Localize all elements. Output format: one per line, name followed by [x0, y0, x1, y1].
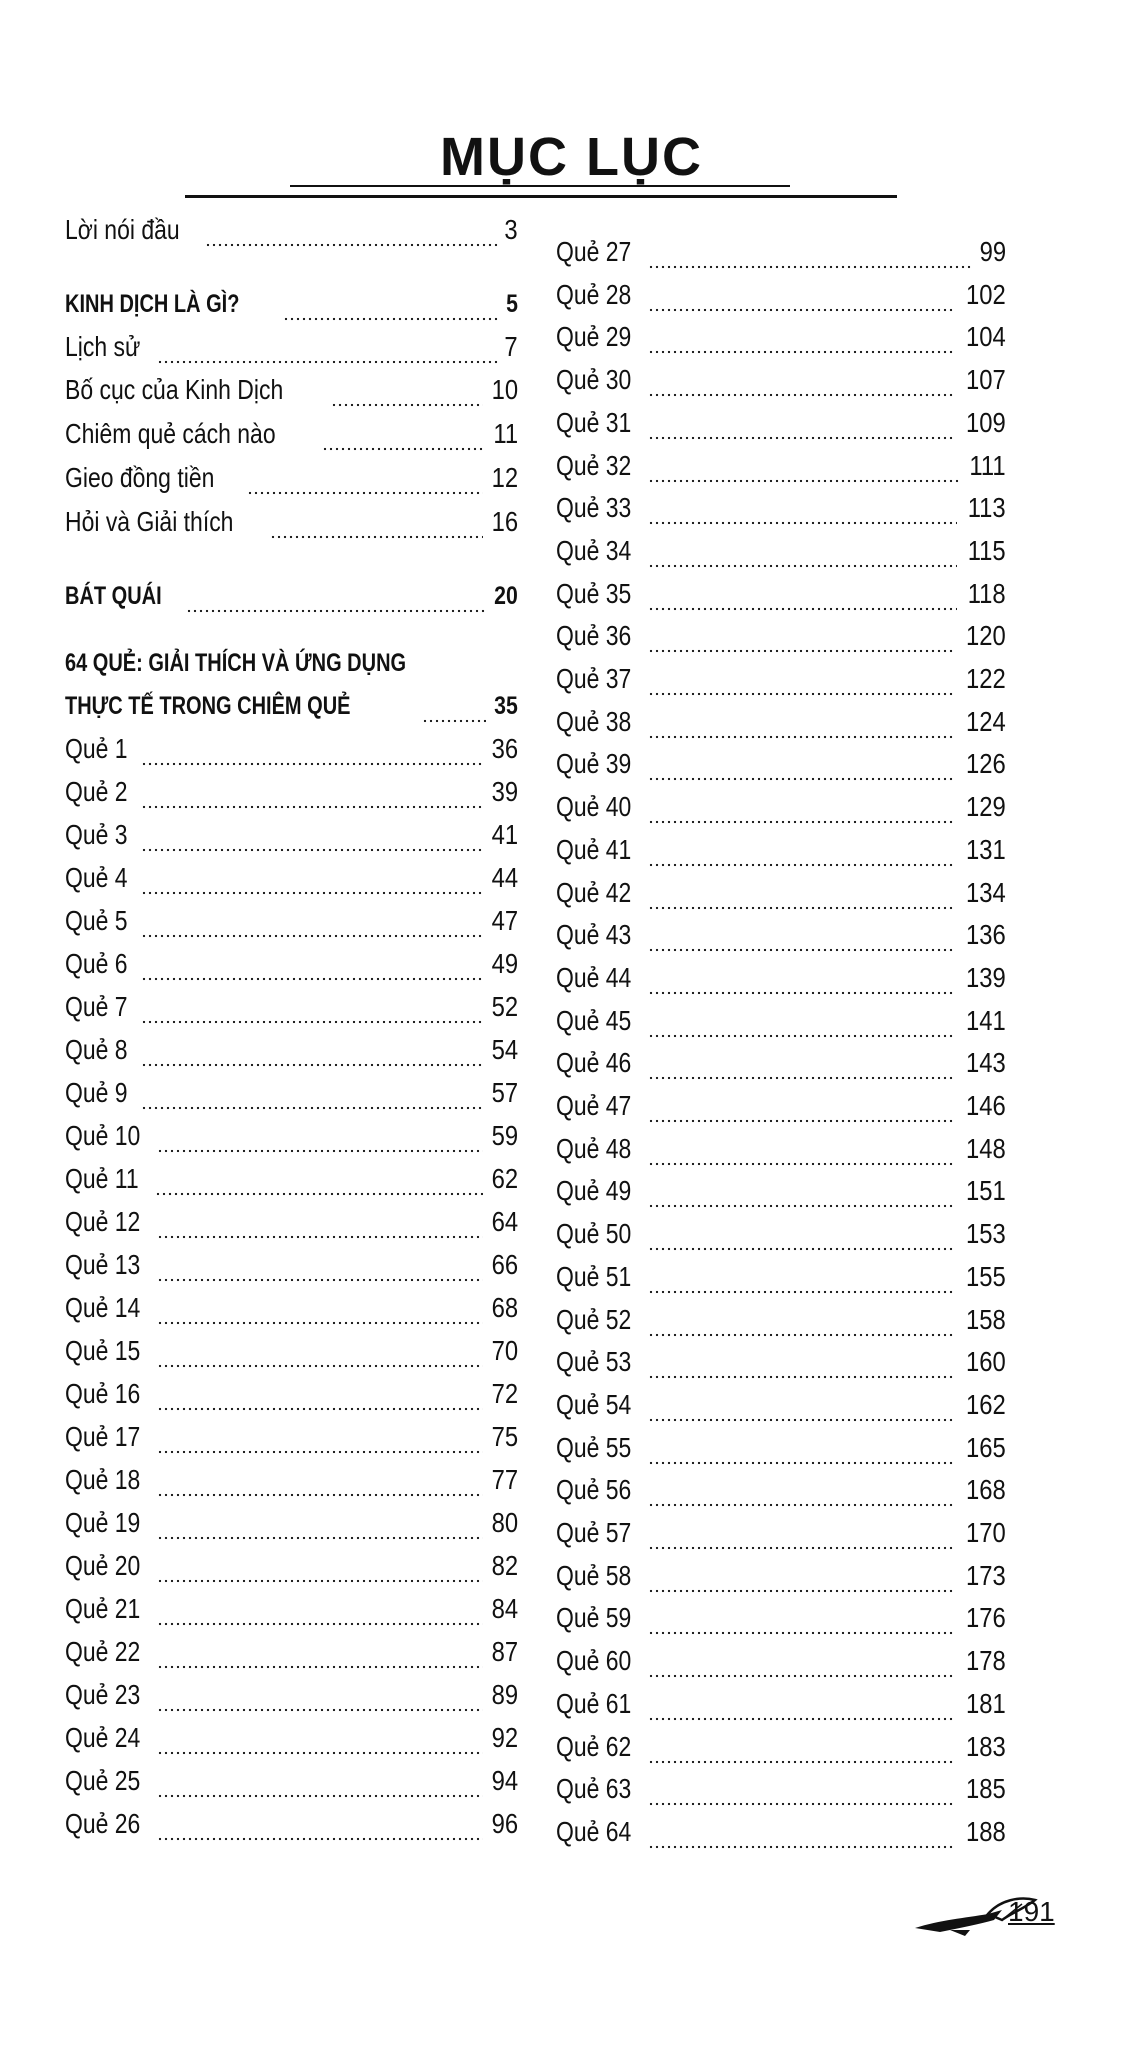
- toc-entry-page: 185: [966, 1773, 1006, 1805]
- toc-entry-page: 134: [966, 876, 1006, 908]
- toc-entry-page: 131: [966, 833, 1006, 865]
- toc-entry: [556, 1302, 1006, 1338]
- toc-entry: [65, 1118, 518, 1154]
- toc-entry-label: Quẻ 8: [65, 1034, 128, 1065]
- toc-entry-page: 111: [969, 449, 1006, 481]
- toc-entry-label: Quẻ 41: [556, 833, 632, 865]
- toc-entry-label: Quẻ 3: [65, 819, 128, 850]
- toc-entry-label: Quẻ 47: [556, 1090, 632, 1121]
- dot-leader: [157, 1400, 483, 1412]
- dot-leader: [648, 1710, 955, 1722]
- toc-entry-label: Quẻ 61: [556, 1687, 632, 1719]
- toc-entry: [556, 576, 1006, 612]
- dot-leader: [155, 1185, 483, 1197]
- dot-leader: [141, 1013, 483, 1025]
- toc-entry: [65, 212, 518, 248]
- toc-entry: [65, 1204, 518, 1240]
- toc-entry-page: 39: [491, 776, 518, 807]
- dot-leader: [648, 343, 955, 355]
- toc-entry-label: Quẻ 40: [556, 791, 632, 823]
- toc-entry-label: Quẻ 58: [556, 1559, 632, 1591]
- dot-leader: [648, 386, 955, 398]
- toc-entry-page: 148: [966, 1132, 1006, 1164]
- toc-entry-page: 122: [966, 663, 1006, 694]
- toc-entry-label: Quẻ 42: [556, 876, 632, 908]
- toc-entry-page: 75: [491, 1421, 518, 1452]
- toc-entry-page: 165: [966, 1431, 1006, 1463]
- dot-leader: [141, 884, 483, 896]
- toc-entry-page: 176: [966, 1602, 1006, 1634]
- toc-entry: [556, 1344, 1006, 1380]
- toc-entry-label: Quẻ 50: [556, 1218, 632, 1250]
- dot-leader: [648, 1667, 955, 1679]
- dot-leader: [157, 1529, 483, 1541]
- dot-leader: [648, 1283, 955, 1295]
- toc-entry: [65, 578, 518, 614]
- toc-entry-label: Lịch sử: [65, 331, 141, 362]
- toc-entry: [556, 277, 1006, 313]
- toc-entry-label: Quẻ 55: [556, 1431, 632, 1463]
- dot-leader: [648, 600, 958, 612]
- dot-leader: [157, 1572, 483, 1584]
- toc-entry-label: Quẻ 53: [556, 1346, 632, 1378]
- dot-leader: [205, 236, 499, 248]
- toc-entry-label: Quẻ 20: [65, 1550, 141, 1581]
- dot-leader: [648, 472, 960, 484]
- dot-leader: [648, 1496, 955, 1508]
- toc-entry-label: Quẻ 15: [65, 1335, 141, 1366]
- toc-entry: [65, 1247, 518, 1283]
- dot-leader: [648, 1027, 955, 1039]
- toc-entry: [556, 1771, 1006, 1807]
- toc-entry: [556, 618, 1006, 654]
- toc-entry: [556, 1259, 1006, 1295]
- dot-leader: [648, 258, 971, 270]
- toc-entry-page: 49: [491, 948, 518, 979]
- dot-leader: [648, 1624, 955, 1636]
- toc-entry-page: 136: [966, 919, 1006, 951]
- toc-entry: [556, 448, 1006, 484]
- toc-entry-page: 70: [491, 1335, 518, 1366]
- toc-entry: [65, 1290, 518, 1326]
- toc-entry-label: Quẻ 62: [556, 1730, 632, 1762]
- dot-leader: [648, 1368, 955, 1380]
- dot-leader: [648, 1753, 955, 1765]
- toc-entry-page: 54: [491, 1034, 518, 1065]
- toc-entry-page: 141: [966, 1004, 1006, 1036]
- toc-entry-page: 188: [966, 1815, 1006, 1847]
- dot-leader: [648, 514, 958, 526]
- toc-entry-page: 3: [504, 214, 518, 245]
- dot-leader: [157, 1787, 483, 1799]
- toc-entry: [65, 860, 518, 896]
- toc-entry-page: 47: [491, 905, 518, 936]
- toc-entry: [556, 1686, 1006, 1722]
- toc-entry-label: Lời nói đầu: [65, 214, 180, 245]
- toc-entry-page: 158: [966, 1303, 1006, 1335]
- toc-entry-label: Quẻ 16: [65, 1378, 141, 1409]
- dot-leader: [157, 1830, 483, 1842]
- toc-entry-page: 52: [491, 991, 518, 1022]
- toc-entry-label: Quẻ 56: [556, 1474, 632, 1506]
- toc-entry-label: BÁT QUÁI: [65, 582, 162, 610]
- toc-entry-page: 115: [968, 534, 1006, 566]
- dot-leader: [157, 1357, 483, 1369]
- toc-entry: [556, 1600, 1006, 1636]
- toc-entry-label: Quẻ 30: [556, 364, 632, 396]
- toc-entry: [65, 1075, 518, 1111]
- toc-entry: [65, 1419, 518, 1455]
- toc-entry: [556, 1003, 1006, 1039]
- toc-entry-label: Quẻ 18: [65, 1464, 141, 1495]
- toc-entry-page: 170: [966, 1517, 1006, 1548]
- toc-entry-label: Quẻ 25: [65, 1765, 141, 1796]
- dot-leader: [648, 984, 955, 996]
- toc-entry-page: 80: [491, 1507, 518, 1538]
- dot-leader: [648, 1795, 955, 1807]
- toc-entry-page: 10: [491, 374, 518, 405]
- toc-entry-page: 155: [966, 1260, 1006, 1292]
- dot-leader: [648, 1454, 955, 1466]
- toc-entry-label: Quẻ 27: [556, 236, 632, 267]
- toc-entry: [556, 1729, 1006, 1765]
- toc-entry-page: 126: [966, 748, 1006, 780]
- toc-entry-page: 92: [491, 1722, 518, 1753]
- dot-leader: [422, 712, 486, 724]
- toc-entry: [65, 645, 518, 681]
- toc-entry-label: Quẻ 52: [556, 1303, 632, 1335]
- dot-leader: [270, 528, 482, 540]
- toc-entry-label: Bố cục của Kinh Dịch: [65, 374, 284, 405]
- toc-entry-page: 82: [491, 1550, 518, 1581]
- toc-entry-page: 72: [491, 1378, 518, 1409]
- toc-entry-page: 124: [966, 705, 1006, 737]
- toc-entry-page: 146: [966, 1090, 1006, 1121]
- toc-entry-page: 99: [979, 236, 1006, 267]
- dot-leader: [648, 728, 955, 740]
- toc-entry-label: Quẻ 26: [65, 1808, 141, 1839]
- toc-entry: [65, 1032, 518, 1068]
- toc-entry-label: KINH DỊCH LÀ GÌ?: [65, 290, 240, 318]
- toc-entry-label: Quẻ 57: [556, 1517, 632, 1548]
- toc-entry-page: 77: [491, 1464, 518, 1495]
- toc-entry: [556, 1045, 1006, 1081]
- toc-entry-page: 94: [491, 1765, 518, 1796]
- toc-entry-label: Quẻ 36: [556, 620, 632, 652]
- toc-entry: [65, 1806, 518, 1842]
- toc-entry: [65, 1763, 518, 1799]
- toc-entry-label: Quẻ 4: [65, 862, 128, 893]
- toc-entry-label: 64 QUẺ: GIẢI THÍCH VÀ ỨNG DỤNG: [65, 649, 407, 677]
- toc-entry-label: Quẻ 43: [556, 919, 632, 951]
- toc-entry: [556, 234, 1006, 270]
- toc-entry-page: 129: [966, 791, 1006, 823]
- toc-entry: [556, 362, 1006, 398]
- toc-entry: [65, 1548, 518, 1584]
- toc-entry-label: Quẻ 7: [65, 991, 128, 1022]
- toc-entry-label: Quẻ 2: [65, 776, 128, 807]
- dot-leader: [648, 557, 958, 569]
- toc-entry: [65, 1376, 518, 1412]
- toc-entry: [556, 789, 1006, 825]
- toc-entry-label: Quẻ 39: [556, 748, 632, 780]
- toc-entry-page: 5: [506, 290, 518, 318]
- dot-leader: [648, 685, 955, 697]
- toc-entry: [65, 504, 518, 540]
- dot-leader: [648, 941, 955, 953]
- toc-entry: [65, 946, 518, 982]
- toc-entry: [65, 460, 518, 496]
- toc-entry: [65, 1634, 518, 1670]
- toc-entry-label: Quẻ 54: [556, 1388, 632, 1420]
- toc-entry-label: Quẻ 35: [556, 577, 632, 609]
- toc-entry-page: 183: [966, 1730, 1006, 1762]
- dot-leader: [141, 927, 483, 939]
- dot-leader: [648, 1411, 955, 1423]
- toc-entry-page: 162: [966, 1388, 1006, 1420]
- dot-leader: [157, 1314, 483, 1326]
- toc-entry-label: Quẻ 44: [556, 961, 632, 993]
- toc-entry: [556, 661, 1006, 697]
- toc-entry: [556, 832, 1006, 868]
- toc-entry-label: Quẻ 31: [556, 406, 632, 438]
- toc-entry-page: 178: [966, 1645, 1006, 1677]
- toc-entry-page: 35: [494, 692, 518, 720]
- toc-entry-page: 84: [491, 1593, 518, 1624]
- toc-entry: [556, 1515, 1006, 1551]
- toc-entry-label: Quẻ 48: [556, 1132, 632, 1164]
- toc-entry-page: 64: [491, 1206, 518, 1237]
- toc-entry-label: Quẻ 34: [556, 534, 632, 566]
- toc-entry: [65, 1462, 518, 1498]
- dot-leader: [648, 301, 955, 313]
- toc-entry: [556, 1216, 1006, 1252]
- toc-entry-page: 87: [491, 1636, 518, 1667]
- toc-entry: [556, 875, 1006, 911]
- toc-entry-label: Quẻ 24: [65, 1722, 141, 1753]
- dot-leader: [648, 642, 955, 654]
- toc-entry-page: 173: [966, 1559, 1006, 1591]
- title-rule-long: [185, 195, 897, 198]
- dot-leader: [141, 970, 483, 982]
- toc-entry-label: Quẻ 6: [65, 948, 128, 979]
- page-title: MỤC LỤC: [440, 127, 703, 187]
- toc-entry: [556, 1643, 1006, 1679]
- toc-entry-label: Quẻ 32: [556, 449, 632, 481]
- toc-entry-label: Quẻ 12: [65, 1206, 141, 1237]
- toc-entry: [556, 533, 1006, 569]
- toc-entry-page: 107: [966, 364, 1006, 396]
- toc-entry-label: Quẻ 59: [556, 1602, 632, 1634]
- dot-leader: [157, 1744, 483, 1756]
- toc-entry-label: Quẻ 23: [65, 1679, 141, 1710]
- toc-entry-page: 57: [491, 1077, 518, 1108]
- dot-leader: [157, 1228, 483, 1240]
- toc-entry-label: Gieo đồng tiền: [65, 462, 215, 493]
- toc-entry-label: Quẻ 10: [65, 1120, 141, 1151]
- toc-entry-page: 16: [491, 506, 518, 537]
- toc-entry-label: Hỏi và Giải thích: [65, 506, 234, 537]
- dot-leader: [648, 899, 955, 911]
- toc-entry-page: 113: [968, 492, 1006, 524]
- dot-leader: [141, 1056, 483, 1068]
- toc-entry-page: 151: [966, 1175, 1006, 1207]
- toc-entry-label: Quẻ 22: [65, 1636, 141, 1667]
- dot-leader: [648, 1240, 955, 1252]
- toc-entry-page: 104: [966, 321, 1006, 353]
- toc-entry-label: Quẻ 49: [556, 1175, 632, 1207]
- toc-entry: [556, 1558, 1006, 1594]
- toc-entry: [556, 960, 1006, 996]
- toc-entry-label: THỰC TẾ TRONG CHIÊM QUẺ: [65, 692, 351, 720]
- toc-entry: [556, 1387, 1006, 1423]
- dot-leader: [283, 310, 500, 322]
- dot-leader: [157, 1701, 483, 1713]
- toc-entry: [556, 1472, 1006, 1508]
- dot-leader: [648, 856, 955, 868]
- toc-entry: [556, 1088, 1006, 1124]
- toc-entry: [65, 774, 518, 810]
- toc-entry-label: Quẻ 46: [556, 1047, 632, 1079]
- toc-entry: [556, 319, 1006, 355]
- toc-entry: [556, 405, 1006, 441]
- toc-entry-label: Chiêm quẻ cách nào: [65, 418, 276, 449]
- toc-entry-label: Quẻ 1: [65, 733, 128, 764]
- toc-entry-label: Quẻ 9: [65, 1077, 128, 1108]
- toc-entry: [65, 286, 518, 322]
- toc-entry: [65, 1720, 518, 1756]
- dot-leader: [648, 1069, 955, 1081]
- toc-entry-page: 59: [491, 1120, 518, 1151]
- dot-leader: [186, 602, 486, 614]
- toc-entry-page: 89: [491, 1679, 518, 1710]
- toc-entry-page: 168: [966, 1474, 1006, 1506]
- toc-entry-page: 109: [966, 406, 1006, 438]
- dot-leader: [648, 1197, 955, 1209]
- dot-leader: [648, 813, 955, 825]
- toc-entry-label: Quẻ 17: [65, 1421, 141, 1452]
- toc-entry-page: 153: [966, 1218, 1006, 1250]
- dot-leader: [141, 841, 483, 853]
- toc-entry-page: 12: [491, 462, 518, 493]
- toc-entry-label: Quẻ 14: [65, 1292, 141, 1323]
- toc-entry-label: Quẻ 29: [556, 321, 632, 353]
- toc-entry-page: 44: [491, 862, 518, 893]
- toc-entry-label: Quẻ 37: [556, 663, 632, 694]
- dot-leader: [157, 1443, 483, 1455]
- toc-entry-page: 160: [966, 1346, 1006, 1378]
- toc-entry-label: Quẻ 60: [556, 1645, 632, 1677]
- toc-entry: [556, 1814, 1006, 1850]
- page-number: 191: [1008, 1896, 1055, 1927]
- toc-entry-page: 62: [491, 1163, 518, 1194]
- toc-entry: [65, 1591, 518, 1627]
- toc-entry-label: Quẻ 45: [556, 1004, 632, 1036]
- toc-entry: [65, 1161, 518, 1197]
- dot-leader: [157, 1486, 483, 1498]
- toc-entry-label: Quẻ 63: [556, 1773, 632, 1805]
- dot-leader: [322, 440, 485, 452]
- toc-entry-page: 11: [493, 418, 518, 449]
- toc-entry-label: Quẻ 19: [65, 1507, 141, 1538]
- dot-leader: [157, 1658, 483, 1670]
- toc-entry-label: Quẻ 33: [556, 492, 632, 524]
- toc-entry-page: 118: [968, 577, 1006, 609]
- toc-entry: [65, 817, 518, 853]
- toc-entry-page: 68: [491, 1292, 518, 1323]
- toc-entry: [65, 731, 518, 767]
- dot-leader: [648, 1155, 955, 1167]
- toc-entry: [556, 746, 1006, 782]
- toc-entry: [556, 1430, 1006, 1466]
- dot-leader: [648, 770, 955, 782]
- toc-entry: [65, 329, 518, 365]
- toc-entry: [556, 917, 1006, 953]
- toc-entry-label: Quẻ 5: [65, 905, 128, 936]
- toc-entry-page: 120: [966, 620, 1006, 652]
- toc-entry-label: Quẻ 28: [556, 278, 632, 310]
- toc-entry-page: 139: [966, 961, 1006, 993]
- toc-entry: [65, 1505, 518, 1541]
- toc-entry-label: Quẻ 64: [556, 1815, 632, 1847]
- toc-entry: [556, 704, 1006, 740]
- toc-entry: [65, 688, 518, 724]
- toc-entry-page: 181: [966, 1687, 1006, 1719]
- dot-leader: [141, 755, 483, 767]
- dot-leader: [157, 1142, 483, 1154]
- dot-leader: [648, 1112, 955, 1124]
- dot-leader: [141, 1099, 483, 1111]
- dot-leader: [648, 1326, 955, 1338]
- toc-entry: [65, 989, 518, 1025]
- dot-leader: [648, 1582, 955, 1594]
- toc-entry-page: 20: [494, 582, 518, 610]
- dot-leader: [141, 798, 483, 810]
- toc-entry-label: Quẻ 51: [556, 1260, 632, 1292]
- dot-leader: [247, 484, 483, 496]
- toc-entry: [556, 1131, 1006, 1167]
- dot-leader: [157, 353, 499, 365]
- toc-entry: [556, 490, 1006, 526]
- toc-entry: [65, 1677, 518, 1713]
- toc-entry-label: Quẻ 11: [65, 1163, 139, 1194]
- toc-entry-page: 7: [504, 331, 518, 362]
- toc-entry: [65, 372, 518, 408]
- toc-entry-page: 36: [491, 733, 518, 764]
- dot-leader: [648, 1838, 955, 1850]
- toc-entry: [65, 903, 518, 939]
- toc-entry-page: 41: [491, 819, 518, 850]
- toc-entry: [65, 1333, 518, 1369]
- toc-entry-page: 143: [966, 1047, 1006, 1079]
- dot-leader: [331, 396, 483, 408]
- toc-entry-page: 96: [491, 1808, 518, 1839]
- dot-leader: [157, 1615, 483, 1627]
- toc-entry: [556, 1173, 1006, 1209]
- title-rule-short: [290, 185, 790, 187]
- dot-leader: [648, 429, 955, 441]
- toc-entry-label: Quẻ 21: [65, 1593, 141, 1624]
- toc-entry-label: Quẻ 13: [65, 1249, 141, 1280]
- toc-entry-page: 102: [966, 278, 1006, 310]
- toc-entry-page: 66: [491, 1249, 518, 1280]
- dot-leader: [648, 1539, 955, 1551]
- toc-entry-label: Quẻ 38: [556, 705, 632, 737]
- toc-entry: [65, 416, 518, 452]
- dot-leader: [157, 1271, 483, 1283]
